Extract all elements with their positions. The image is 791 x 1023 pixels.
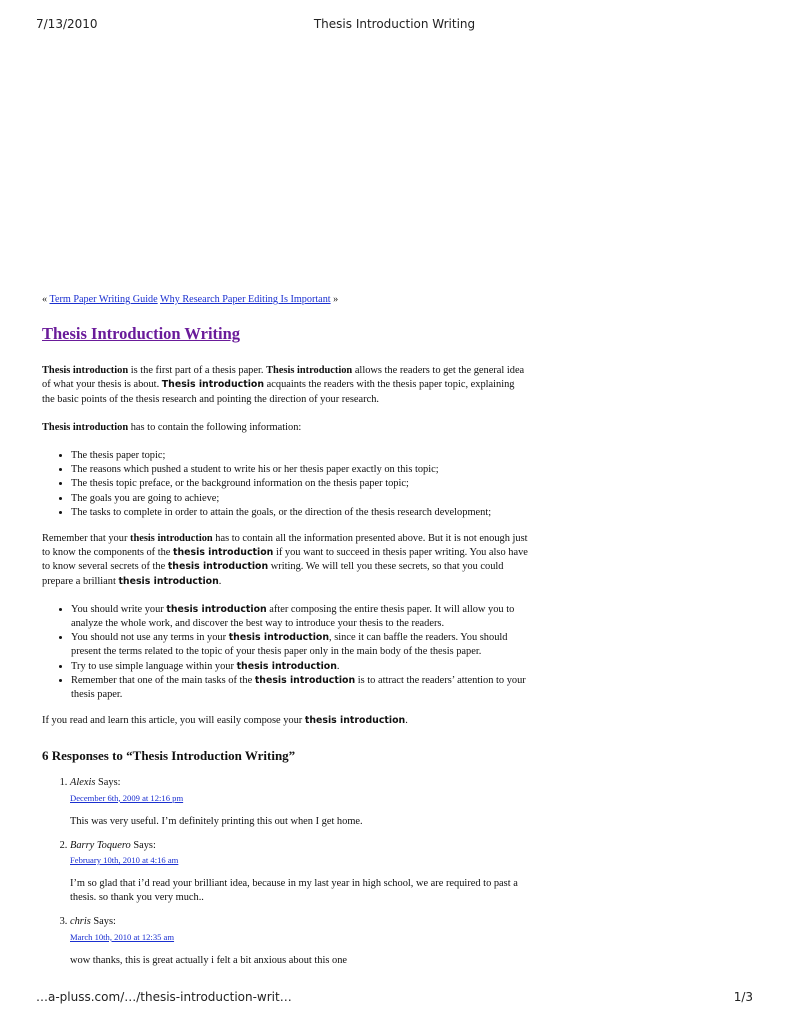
text: You should not use any terms in your: [71, 632, 229, 644]
secrets-list: [42, 603, 528, 702]
list-item: [71, 674, 528, 702]
print-footer: [36, 990, 753, 1006]
text: writing. We will tell you these secrets, so that you could prepare a brilliant: [42, 561, 504, 587]
text: has to contain all the information presented above. But it is not enough just to know the components of the: [42, 533, 528, 559]
comment-header: [70, 839, 528, 853]
text: is the first part of a thesis paper.: [128, 365, 267, 377]
post-navigation: [42, 293, 528, 307]
comment-meta: [70, 854, 528, 866]
paragraph-contain: [42, 421, 528, 435]
comment: [70, 915, 528, 967]
print-header: [36, 17, 753, 33]
text: Try to use simple language within your: [71, 660, 237, 672]
list-item: • The thesis paper topic;: [71, 449, 528, 463]
keyword: thesis introduction: [236, 660, 337, 672]
list-item: [71, 660, 528, 674]
text: if you want to succeed in thesis paper writing. You also have to know several secrets of the: [42, 547, 528, 573]
text: , since it can baffle the readers. You should present the terms related to the topic of your thesis paper only in the main body of the thesis paper.: [71, 632, 508, 658]
comment-header: [70, 915, 528, 929]
list-item: • The thesis topic preface, or the background information on the thesis paper topic;: [71, 477, 528, 491]
text: after composing the entire thesis paper. It will allow you to analyze the whole work, and discover the best way to introduce your thesis to the readers.: [71, 603, 515, 630]
text: has to contain the following information:: [128, 421, 302, 433]
keyword: thesis introduction: [167, 561, 269, 573]
nav-prefix: «: [42, 294, 48, 305]
paragraph-remember: [42, 532, 528, 589]
text: Remember that one of the main tasks of the: [71, 674, 255, 686]
comment-author: chris: [70, 916, 91, 928]
text: allows the readers to get the general idea of what your thesis is about.: [42, 365, 525, 391]
list-item: • The reasons which pushed a student to write his or her thesis paper exactly on this topic;: [71, 463, 528, 477]
keyword: thesis introduction: [166, 603, 267, 615]
text: .: [405, 715, 408, 727]
says-label: Says:: [95, 777, 121, 789]
list-item: • The goals you are going to achieve;: [71, 492, 528, 506]
print-date: 7/13/2010: [36, 17, 98, 31]
article-content: [42, 293, 528, 978]
keyword: Thesis introduction: [42, 365, 129, 377]
text: Remember that your: [42, 533, 131, 545]
post-title-link[interactable]: Thesis Introduction Writing: [42, 324, 241, 344]
list-item: [71, 603, 528, 631]
comment-author: Alexis: [70, 777, 96, 789]
comment-author: Barry Toquero: [70, 839, 131, 851]
comment-header: [70, 776, 528, 790]
text: .: [336, 660, 340, 672]
nav-suffix: »: [333, 294, 339, 305]
keyword: thesis introduction: [254, 674, 356, 686]
keyword: Thesis introduction: [42, 421, 129, 433]
keyword: thesis introduction: [304, 715, 406, 727]
page-number: 1/3: [733, 990, 753, 1004]
comment-date-link[interactable]: March 10th, 2010 at 12:35 am: [70, 931, 175, 942]
prev-post-link[interactable]: Term Paper Writing Guide: [49, 294, 158, 305]
comment: [70, 839, 528, 906]
list-item: • The tasks to complete in order to attain the goals, or the direction of the thesis research development;: [71, 506, 528, 520]
print-url: …a-pluss.com/…/thesis-introduction-writ…: [36, 990, 292, 1004]
comment-meta: [70, 792, 528, 804]
info-list: [42, 449, 528, 520]
keyword: thesis introduction: [173, 547, 274, 559]
comment-text: I’m so glad that i’d read your brilliant idea, because in my last year in high school, we are required to past a thesis. so thank you very much..: [70, 878, 518, 904]
list-item: [71, 631, 528, 659]
comment-list: [42, 776, 528, 967]
post-title: [42, 324, 528, 344]
keyword: Thesis introduction: [266, 365, 353, 377]
text: is to attract the readers’ attention to your thesis paper.: [71, 674, 526, 701]
next-post-link[interactable]: Why Research Paper Editing Is Important: [160, 294, 331, 305]
comment-text: wow thanks, this is great actually i felt a bit anxious about this one: [70, 954, 348, 966]
keyword: thesis introduction: [118, 575, 219, 587]
text: .: [218, 575, 222, 587]
says-label: Says:: [130, 839, 156, 851]
comment-text: This was very useful. I’m definitely printing this out when I get home.: [70, 815, 363, 827]
text: You should write your: [71, 603, 167, 615]
print-title: Thesis Introduction Writing: [313, 17, 476, 31]
paragraph-closing: [42, 714, 528, 728]
comment: [70, 776, 528, 828]
text: acquaints the readers with the thesis paper topic, explaining the basic points of the thesis research and pointing the direction of your research.: [42, 379, 515, 405]
keyword: thesis introduction: [130, 533, 213, 545]
keyword: Thesis introduction: [161, 379, 265, 391]
keyword: thesis introduction: [228, 632, 330, 644]
says-label: Says:: [90, 916, 116, 928]
text: If you read and learn this article, you will easily compose your: [42, 715, 305, 727]
responses-heading: 6 Responses to “Thesis Introduction Writing”: [42, 748, 296, 764]
paragraph-intro: [42, 364, 528, 407]
comment-meta: [70, 931, 528, 943]
comment-date-link[interactable]: February 10th, 2010 at 4:16 am: [70, 855, 179, 866]
comment-date-link[interactable]: December 6th, 2009 at 12:16 pm: [70, 792, 184, 803]
